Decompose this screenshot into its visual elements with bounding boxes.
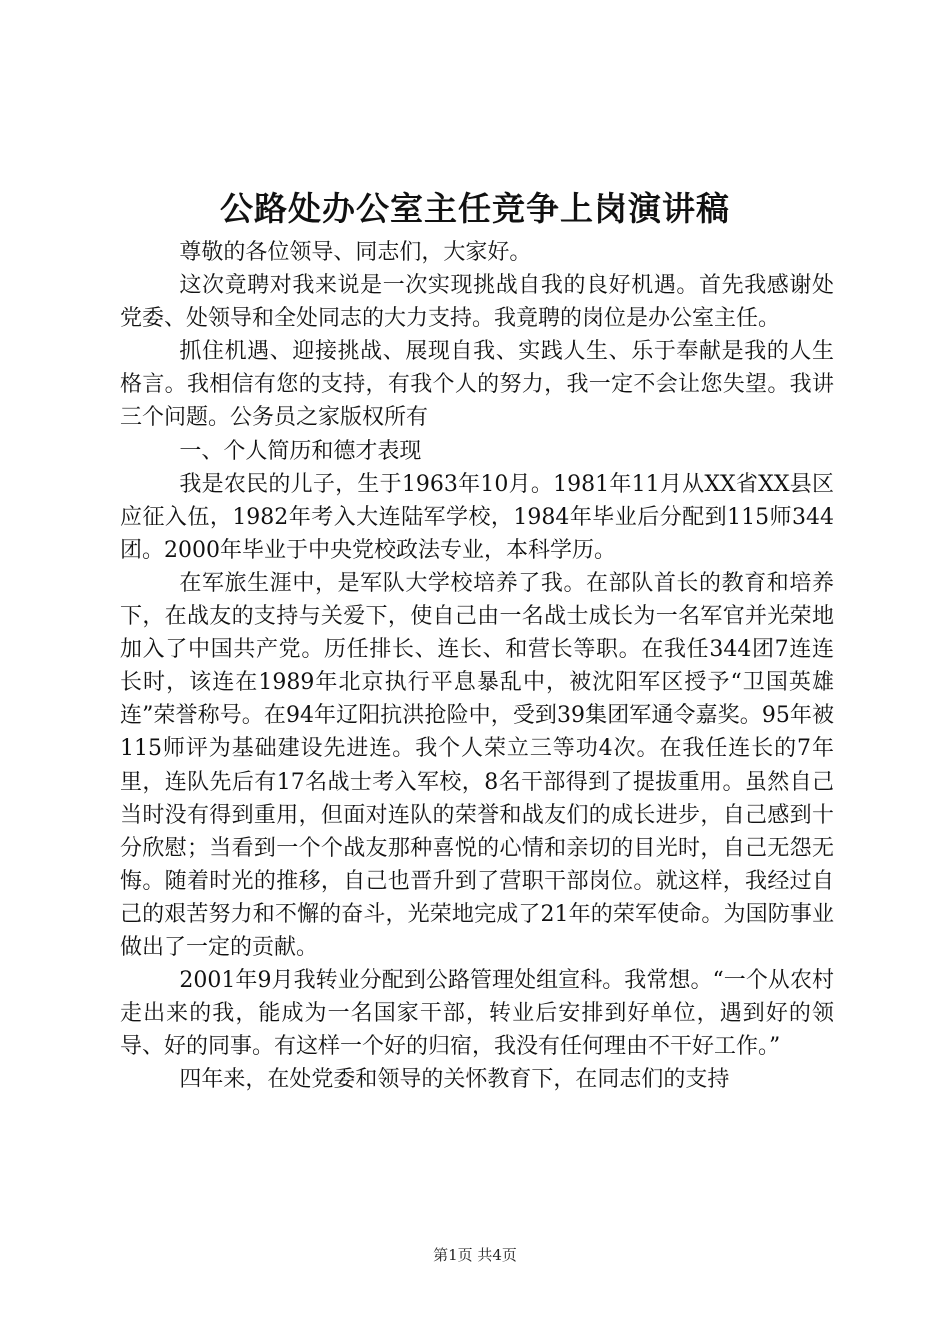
paragraph-military-career: 在军旅生涯中，是军队大学校培养了我。在部队首长的教育和培养下，在战友的支持与关爱下，使自己由一名战士成长为一名军官并光荣地加入了中国共产党。历任排长、连长、和营长等职。在我任344团7连连长时，该连在1989年北京执行平息暴乱中，被沈阳军区授予“卫国英雄连”荣誉称号。在94年辽阳抗洪抢险中，受到39集团军通令嘉奖。95年被115师评为基础建设先进连。我个人荣立三等功4次。在我任连长的7年里，连队先后有17名战士考入军校，8名干部得到了提拔重用。虽然自己当时没有得到重用，但面对连队的荣誉和战友们的成长进步，自己感到十分欣慰；当看到一个个战友那种喜悦的心情和亲切的目光时，自己无怨无悔。随着时光的推移，自己也晋升到了营职干部岗位。就这样，我经过自己的艰苦努力和不懈的奋斗，光荣地完成了21年的荣军使命。为国防事业做出了一定的贡献。 <box>120 570 834 960</box>
page-number-footer: 第1页 共4页 <box>433 1246 517 1264</box>
paragraph-background: 我是农民的儿子，生于1963年10月。1981年11月从XX省XX县区应征入伍，1982年考入大连陆军学校，1984年毕业后分配到115师344团。2000年毕业于中央党校政法专业，本科学历。 <box>120 471 834 563</box>
section-heading-resume: 一、个人简历和德才表现 <box>179 438 422 464</box>
paragraph-motto: 抓住机遇、迎接挑战、展现自我、实践人生、乐于奉献是我的人生格言。我相信有您的支持，有我个人的努力，我一定不会让您失望。我讲三个问题。公务员之家版权所有 <box>120 339 834 431</box>
paragraph-transfer: 2001年9月我转业分配到公路管理处组宣科。我常想。“一个从农村走出来的我，能成为一名国家干部，转业后安排到好单位，遇到好的领导、好的同事。有这样一个好的归宿，我没有任何理由不干好工作。” <box>120 968 835 1060</box>
document-body <box>120 236 834 1096</box>
paragraph-greeting: 尊敬的各位领导、同志们，大家好。 <box>179 240 532 265</box>
paragraph-opportunity: 这次竟聘对我来说是一次实现挑战自我的良好机遇。首先我感谢处党委、处领导和全处同志的大力支持。我竟聘的岗位是办公室主任。 <box>120 273 834 332</box>
paragraph-four-years: 四年来，在处党委和领导的关怀教育下，在同志们的支持 <box>179 1067 730 1093</box>
document-title: 公路处办公室主任竞争上岗演讲稿 <box>220 189 730 228</box>
